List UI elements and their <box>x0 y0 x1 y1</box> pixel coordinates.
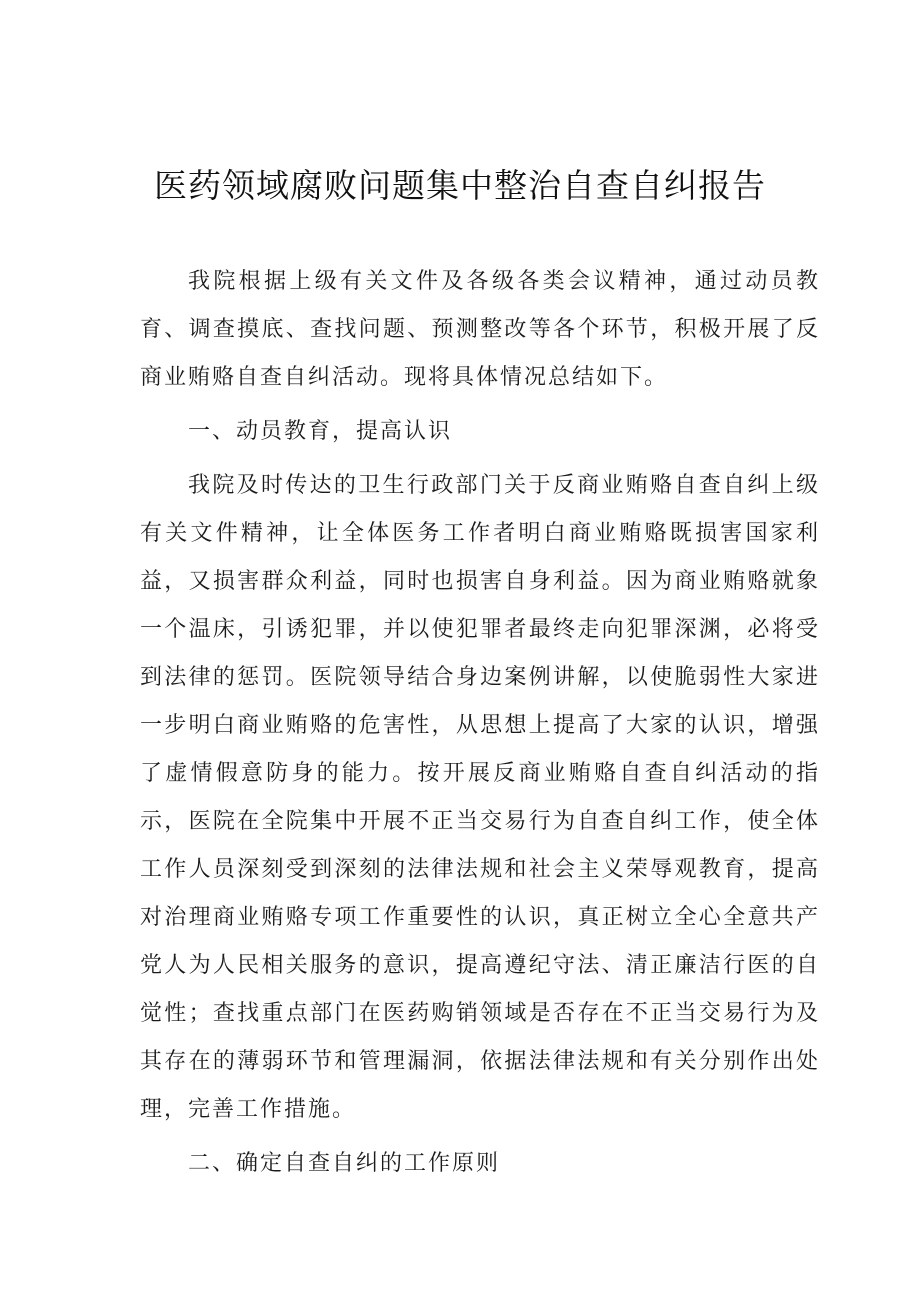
section-1-paragraph: 我院及时传达的卫生行政部门关于反商业贿赂自查自纠上级有关文件精神，让全体医务工作者明白商业贿赂既损害国家利益，又损害群众利益，同时也损害自身利益。因为商业贿赂就象一个温床，引诱犯罪，并以使犯罪者最终走向犯罪深渊，必将受到法律的惩罚。医院领导结合身边案例讲解，以使脆弱性大家进一步明白商业贿赂的危害性，从思想上提高了大家的认识，增强了虚情假意防身的能力。按开展反商业贿赂自查自纠活动的指示，医院在全院集中开展不正当交易行为自查自纠工作，使全体工作人员深刻受到深刻的法律法规和社会主义荣辱观教育，提高对治理商业贿赂专项工作重要性的认识，真正树立全心全意共产党人为人民相关服务的意识，提高遵纪守法、清正廉洁行医的自觉性；查找重点部门在医药购销领域是否存在不正当交易行为及其存在的薄弱环节和管理漏洞，依据法律法规和有关分别作出处理，完善工作措施。 <box>140 473 820 1122</box>
section-heading-1: 一、动员教育，提高认识 <box>188 419 453 444</box>
section-heading-2: 二、确定自查自纠的工作原则 <box>188 1151 501 1176</box>
intro-paragraph: 我院根据上级有关文件及各级各类会议精神，通过动员教育、调查摸底、查找问题、预测整改等各个环节，积极开展了反商业贿赂自查自纠活动。现将具体情况总结如下。 <box>140 269 820 390</box>
document-body <box>140 258 820 1188</box>
document-title: 医药领域腐败问题集中整治自查自纠报告 <box>154 166 766 205</box>
